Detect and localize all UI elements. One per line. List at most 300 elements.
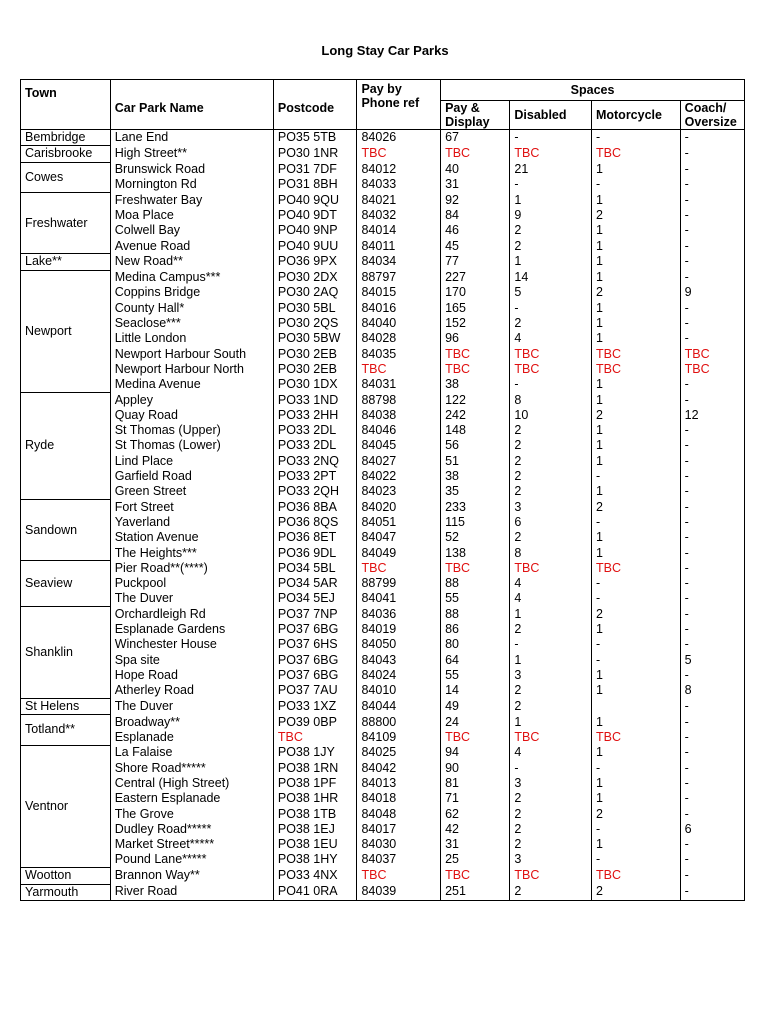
pay-by-phone-cell: 84011 [357,239,441,254]
postcode-cell: PO33 2HH [273,408,357,423]
table-row [21,822,745,837]
coach-oversize-cell: - [680,146,744,162]
motorcycle-cell: - [591,637,680,652]
postcode-cell: PO37 6BG [273,653,357,668]
pay-by-phone-cell: 84033 [357,177,441,192]
coach-oversize-cell: - [680,745,744,760]
disabled-cell: 1 [510,193,592,208]
table-row [21,730,745,745]
coach-oversize-cell: - [680,454,744,469]
coach-oversize-cell: - [680,561,744,576]
disabled-cell: - [510,301,592,316]
coach-oversize-cell: - [680,423,744,438]
postcode-cell: PO30 2AQ [273,285,357,300]
car-park-name-cell: Market Street***** [110,837,273,852]
postcode-cell: PO34 5BL [273,561,357,576]
car-park-name-cell: La Falaise [110,745,273,760]
pay-by-phone-cell: 84015 [357,285,441,300]
coach-oversize-cell: - [680,884,744,900]
car-park-name-cell: Esplanade [110,730,273,745]
postcode-cell: PO38 1HY [273,852,357,867]
table-row [21,408,745,423]
postcode-cell: PO36 8QS [273,515,357,530]
car-park-name-cell: Station Avenue [110,530,273,545]
pay-display-cell: TBC [441,561,510,576]
car-park-name-cell: River Road [110,884,273,900]
coach-oversize-cell: - [680,791,744,806]
pay-by-phone-cell: 84027 [357,454,441,469]
motorcycle-cell: - [591,130,680,146]
pay-by-phone-cell: 84040 [357,316,441,331]
page-title: Long Stay Car Parks [321,43,449,58]
table-row [21,301,745,316]
disabled-cell: 2 [510,316,592,331]
disabled-cell: 1 [510,254,592,270]
car-park-name-cell: Dudley Road***** [110,822,273,837]
town-cell: Sandown [21,500,111,561]
motorcycle-cell: - [591,761,680,776]
car-park-name-cell: Moa Place [110,208,273,223]
table-row [21,622,745,637]
motorcycle-cell: 2 [591,408,680,423]
postcode-cell: PO36 9PX [273,254,357,270]
motorcycle-cell: 1 [591,484,680,499]
motorcycle-cell: 1 [591,393,680,408]
postcode-cell: PO38 1EJ [273,822,357,837]
pay-by-phone-cell: 84019 [357,622,441,637]
coach-oversize-cell: - [680,223,744,238]
motorcycle-cell: - [591,177,680,192]
car-park-name-cell: Pier Road**(****) [110,561,273,576]
pay-by-phone-cell: 84034 [357,254,441,270]
pay-display-cell: 40 [441,162,510,177]
table-row [21,285,745,300]
disabled-cell: 2 [510,698,592,714]
car-park-name-cell: Esplanade Gardens [110,622,273,637]
pay-display-cell: 14 [441,683,510,698]
pay-display-cell: 55 [441,668,510,683]
motorcycle-cell: 2 [591,285,680,300]
pay-display-cell: 148 [441,423,510,438]
car-park-name-cell: Brannon Way** [110,868,273,884]
disabled-cell: - [510,177,592,192]
disabled-cell: - [510,637,592,652]
car-park-name-cell: Atherley Road [110,683,273,698]
disabled-cell: TBC [510,362,592,377]
coach-oversize-cell: - [680,515,744,530]
pay-display-cell: 62 [441,807,510,822]
pay-display-cell: TBC [441,362,510,377]
table-row [21,852,745,867]
car-park-name-cell: Seaclose*** [110,316,273,331]
motorcycle-cell: 1 [591,530,680,545]
pay-by-phone-cell: TBC [357,146,441,162]
header-spaces: Spaces [441,80,745,101]
pay-display-cell: 42 [441,822,510,837]
coach-oversize-cell: - [680,331,744,346]
postcode-cell: PO33 4NX [273,868,357,884]
motorcycle-cell: 1 [591,837,680,852]
pay-by-phone-cell: 84049 [357,546,441,561]
town-cell: Ryde [21,393,111,500]
disabled-cell: 1 [510,607,592,622]
car-park-name-cell: The Duver [110,591,273,606]
table-body [21,130,745,901]
header-coach-oversize: Coach/ Oversize [680,101,744,130]
motorcycle-cell: TBC [591,868,680,884]
postcode-cell: PO36 9DL [273,546,357,561]
car-park-name-cell: Newport Harbour North [110,362,273,377]
pay-by-phone-cell: 84016 [357,301,441,316]
pay-by-phone-cell: 84021 [357,193,441,208]
disabled-cell: 8 [510,393,592,408]
postcode-cell: PO33 1XZ [273,698,357,714]
motorcycle-cell: TBC [591,362,680,377]
coach-oversize-cell: - [680,591,744,606]
disabled-cell: 4 [510,591,592,606]
car-park-name-cell: Quay Road [110,408,273,423]
motorcycle-cell: 2 [591,884,680,900]
motorcycle-cell: 2 [591,500,680,515]
pay-display-cell: 35 [441,484,510,499]
car-park-name-cell: New Road** [110,254,273,270]
table-row [21,745,745,760]
motorcycle-cell: 1 [591,301,680,316]
pay-display-cell: 88 [441,607,510,622]
coach-oversize-cell: - [680,868,744,884]
table-row [21,223,745,238]
car-park-name-cell: Orchardleigh Rd [110,607,273,622]
pay-display-cell: 96 [441,331,510,346]
motorcycle-cell: 1 [591,193,680,208]
disabled-cell: 14 [510,270,592,285]
table-row [21,331,745,346]
pay-by-phone-cell: 84047 [357,530,441,545]
car-park-name-cell: Brunswick Road [110,162,273,177]
car-park-name-cell: Newport Harbour South [110,347,273,362]
postcode-cell: PO33 2DL [273,438,357,453]
car-park-name-cell: Spa site [110,653,273,668]
coach-oversize-cell: - [680,316,744,331]
pay-by-phone-cell: 88797 [357,270,441,285]
car-park-name-cell: Mornington Rd [110,177,273,192]
coach-oversize-cell: 6 [680,822,744,837]
pay-display-cell: 122 [441,393,510,408]
disabled-cell: 2 [510,807,592,822]
pay-display-cell: 165 [441,301,510,316]
table-row [21,162,745,177]
town-cell: Carisbrooke [21,146,111,162]
postcode-cell: PO30 2EB [273,347,357,362]
postcode-cell: PO38 1EU [273,837,357,852]
table-row [21,530,745,545]
pay-display-cell: 25 [441,852,510,867]
motorcycle-cell: 1 [591,239,680,254]
pay-by-phone-cell: TBC [357,362,441,377]
header-disabled: Disabled [510,101,592,130]
car-park-name-cell: Appley [110,393,273,408]
pay-display-cell: 251 [441,884,510,900]
disabled-cell: 3 [510,776,592,791]
table-row [21,884,745,900]
pay-by-phone-cell: 84038 [357,408,441,423]
disabled-cell: 2 [510,884,592,900]
header-motorcycle: Motorcycle [591,101,680,130]
car-park-name-cell: Coppins Bridge [110,285,273,300]
motorcycle-cell: 1 [591,423,680,438]
disabled-cell: 10 [510,408,592,423]
table-row [21,254,745,270]
motorcycle-cell: 1 [591,331,680,346]
table-row [21,607,745,622]
car-park-name-cell: St Thomas (Upper) [110,423,273,438]
disabled-cell: 2 [510,683,592,698]
postcode-cell: PO38 1PF [273,776,357,791]
motorcycle-cell: 1 [591,622,680,637]
pay-by-phone-cell: 84050 [357,637,441,652]
pay-by-phone-cell: 84013 [357,776,441,791]
postcode-cell: PO40 9QU [273,193,357,208]
postcode-cell: PO37 7NP [273,607,357,622]
pay-display-cell: 24 [441,715,510,730]
car-park-name-cell: Colwell Bay [110,223,273,238]
postcode-cell: PO37 6HS [273,637,357,652]
pay-display-cell: 38 [441,469,510,484]
car-park-name-cell: Central (High Street) [110,776,273,791]
postcode-cell: PO30 2QS [273,316,357,331]
table-row [21,591,745,606]
header-town: Town [21,80,111,130]
motorcycle-cell: 1 [591,683,680,698]
motorcycle-cell: - [591,576,680,591]
pay-by-phone-cell: 88799 [357,576,441,591]
car-park-name-cell: Lane End [110,130,273,146]
table-row [21,362,745,377]
disabled-cell: 2 [510,530,592,545]
coach-oversize-cell: - [680,301,744,316]
coach-oversize-cell: - [680,270,744,285]
motorcycle-cell: - [591,653,680,668]
postcode-cell: PO33 1ND [273,393,357,408]
disabled-cell: TBC [510,868,592,884]
pay-by-phone-cell: 84039 [357,884,441,900]
motorcycle-cell [591,698,680,714]
postcode-cell: PO35 5TB [273,130,357,146]
postcode-cell: PO36 8BA [273,500,357,515]
table-row [21,715,745,730]
disabled-cell: 21 [510,162,592,177]
pay-display-cell: 45 [441,239,510,254]
car-park-name-cell: St Thomas (Lower) [110,438,273,453]
pay-by-phone-cell: 84017 [357,822,441,837]
pay-display-cell: 233 [441,500,510,515]
disabled-cell: 5 [510,285,592,300]
town-cell: Wootton [21,868,111,884]
disabled-cell: 2 [510,622,592,637]
disabled-cell: 1 [510,715,592,730]
motorcycle-cell: - [591,515,680,530]
car-park-name-cell: High Street** [110,146,273,162]
postcode-cell: PO39 0BP [273,715,357,730]
disabled-cell: 3 [510,668,592,683]
coach-oversize-cell: - [680,162,744,177]
car-park-name-cell: Eastern Esplanade [110,791,273,806]
coach-oversize-cell: - [680,837,744,852]
pay-display-cell: 115 [441,515,510,530]
pay-display-cell: 55 [441,591,510,606]
pay-by-phone-cell: 84051 [357,515,441,530]
pay-by-phone-cell: 84109 [357,730,441,745]
coach-oversize-cell: - [680,607,744,622]
header-postcode: Postcode [273,80,357,130]
disabled-cell: 2 [510,469,592,484]
coach-oversize-cell: - [680,239,744,254]
table-row [21,393,745,408]
motorcycle-cell: - [591,591,680,606]
motorcycle-cell: 1 [591,668,680,683]
pay-display-cell: 92 [441,193,510,208]
motorcycle-cell: - [591,852,680,867]
table-row [21,500,745,515]
table-row [21,761,745,776]
pay-by-phone-cell: 84023 [357,484,441,499]
table-row [21,239,745,254]
pay-by-phone-cell: 84035 [357,347,441,362]
town-cell: St Helens [21,698,111,714]
pay-by-phone-cell: 84024 [357,668,441,683]
pay-by-phone-cell: 84010 [357,683,441,698]
table-row [21,177,745,192]
pay-by-phone-cell: TBC [357,561,441,576]
disabled-cell: 4 [510,576,592,591]
postcode-cell: PO33 2QH [273,484,357,499]
car-park-name-cell: Lind Place [110,454,273,469]
postcode-cell: PO38 1JY [273,745,357,760]
coach-oversize-cell: - [680,530,744,545]
postcode-cell: PO33 2PT [273,469,357,484]
table-row [21,423,745,438]
table-row [21,454,745,469]
pay-by-phone-cell: 84037 [357,852,441,867]
table-row [21,668,745,683]
pay-by-phone-cell: 84046 [357,423,441,438]
pay-by-phone-cell: 84028 [357,331,441,346]
coach-oversize-cell: - [680,254,744,270]
town-cell: Bembridge [21,130,111,146]
motorcycle-cell: 1 [591,546,680,561]
car-park-name-cell: The Duver [110,698,273,714]
header-pay-by-phone: Pay by Phone ref [357,80,441,130]
car-park-name-cell: Avenue Road [110,239,273,254]
table-row [21,546,745,561]
coach-oversize-cell: TBC [680,362,744,377]
pay-display-cell: TBC [441,730,510,745]
disabled-cell: 4 [510,745,592,760]
town-cell: Ventnor [21,745,111,867]
table-row [21,807,745,822]
coach-oversize-cell: - [680,668,744,683]
table-row [21,776,745,791]
postcode-cell: PO30 5BL [273,301,357,316]
pay-display-cell: 86 [441,622,510,637]
town-cell: Seaview [21,561,111,607]
coach-oversize-cell: - [680,393,744,408]
table-row [21,637,745,652]
pay-by-phone-cell: 84048 [357,807,441,822]
pay-by-phone-cell: 84032 [357,208,441,223]
postcode-cell: PO37 7AU [273,683,357,698]
pay-display-cell: 31 [441,177,510,192]
pay-display-cell: 84 [441,208,510,223]
motorcycle-cell: 1 [591,791,680,806]
car-park-name-cell: Little London [110,331,273,346]
table-row [21,576,745,591]
motorcycle-cell: 1 [591,715,680,730]
car-park-name-cell: Yaverland [110,515,273,530]
motorcycle-cell: 2 [591,807,680,822]
coach-oversize-cell: - [680,469,744,484]
postcode-cell: PO33 2NQ [273,454,357,469]
postcode-cell: PO31 8BH [273,177,357,192]
postcode-cell: PO34 5AR [273,576,357,591]
pay-display-cell: 138 [441,546,510,561]
postcode-cell: PO38 1HR [273,791,357,806]
disabled-cell: 2 [510,484,592,499]
postcode-cell: PO38 1RN [273,761,357,776]
postcode-cell: PO40 9NP [273,223,357,238]
pay-by-phone-cell: 84012 [357,162,441,177]
town-cell: Yarmouth [21,884,111,900]
pay-display-cell: 49 [441,698,510,714]
table-row [21,208,745,223]
postcode-cell: PO41 0RA [273,884,357,900]
disabled-cell: TBC [510,730,592,745]
pay-display-cell: 52 [441,530,510,545]
postcode-cell: PO40 9DT [273,208,357,223]
coach-oversize-cell: - [680,576,744,591]
motorcycle-cell: 2 [591,208,680,223]
table-row [21,316,745,331]
motorcycle-cell: 1 [591,223,680,238]
car-park-name-cell: Freshwater Bay [110,193,273,208]
coach-oversize-cell: - [680,377,744,392]
pay-display-cell: 56 [441,438,510,453]
pay-by-phone-cell: 84044 [357,698,441,714]
pay-display-cell: 64 [441,653,510,668]
pay-display-cell: 71 [441,791,510,806]
motorcycle-cell: 1 [591,454,680,469]
disabled-cell: 2 [510,438,592,453]
coach-oversize-cell: - [680,177,744,192]
pay-display-cell: TBC [441,347,510,362]
car-park-name-cell: The Heights*** [110,546,273,561]
postcode-cell: PO36 8ET [273,530,357,545]
postcode-cell: PO30 1DX [273,377,357,392]
disabled-cell: - [510,761,592,776]
table-row [21,868,745,884]
coach-oversize-cell: - [680,730,744,745]
pay-by-phone-cell: 84020 [357,500,441,515]
table-row [21,837,745,852]
pay-by-phone-cell: 84043 [357,653,441,668]
motorcycle-cell: 1 [591,270,680,285]
car-parks-table [20,79,745,901]
car-park-name-cell: Medina Avenue [110,377,273,392]
pay-by-phone-cell: 84022 [357,469,441,484]
disabled-cell: 8 [510,546,592,561]
motorcycle-cell: 2 [591,607,680,622]
motorcycle-cell: - [591,469,680,484]
